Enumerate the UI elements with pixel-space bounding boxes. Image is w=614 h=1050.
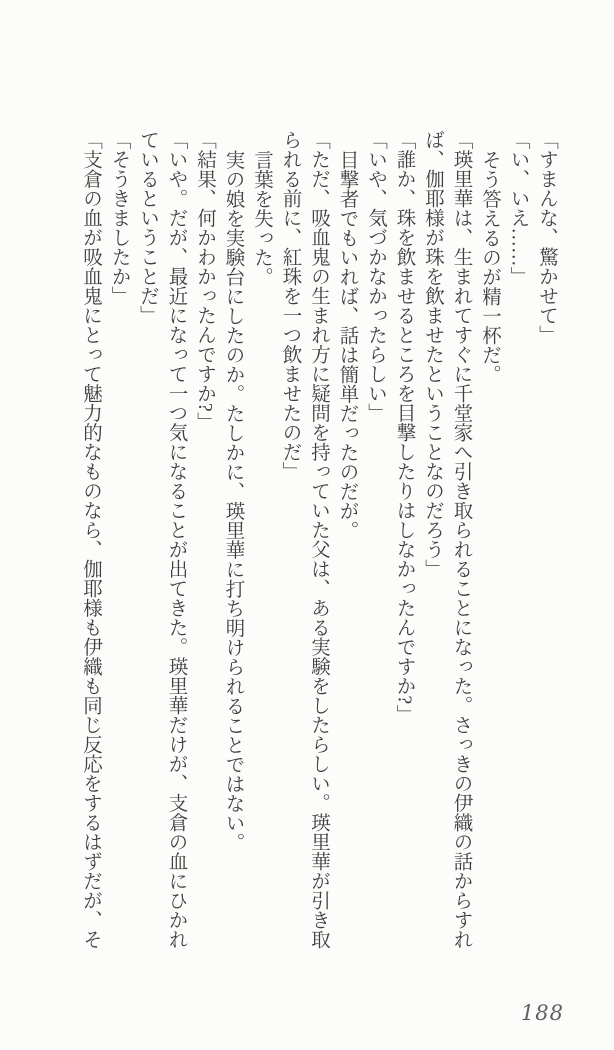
paragraph: 「い、いえ……」 [507, 130, 529, 286]
paragraph: 「いや、気づかなかったらしい」 [365, 130, 386, 423]
paragraph: 「瑛里華は、生まれてすぐに千堂家へ引き取られることになった。さっきの伊織の話からすれば、伽耶様が珠を飲ませたということなのだろう」 [422, 130, 472, 949]
paragraph: 「ただ、吸血鬼の生まれ方に疑問を持っていた父は、ある実験をしたらしい。瑛里華が引き取られる前に、紅珠を一つ飲ませたのだ」 [279, 130, 329, 949]
paragraph: 目撃者でもいれば、話は簡単だったのだが。 [336, 149, 358, 540]
body-text [76, 130, 561, 954]
paragraph: 「誰か、珠を飲ませるところを目撃したりはしなかったんですか?」 [393, 130, 415, 724]
paragraph: 「そうきましたか」 [108, 130, 130, 306]
page-number: 188 [520, 1001, 564, 1025]
paragraph: 「すまんな、驚かせて」 [536, 130, 557, 345]
paragraph: 「いや。だが、最近になって一つ気になることが出てきた。瑛里華だけが、支倉の血にひかれているということだ」 [137, 130, 187, 949]
paragraph: 「支倉の血が吸血鬼にとって魅力的なものなら、伽耶様も伊織も同じ反応をするはずだが、そ [80, 130, 101, 949]
paragraph: 「結果、何かわかったんですか?」 [194, 130, 215, 432]
paragraph: そう答えるのが精一杯だ。 [479, 149, 500, 384]
paragraph: 言葉を失った。 [251, 149, 272, 286]
paragraph: 実の娘を実験台にしたのか。たしかに、瑛里華に打ち明けられることではない。 [222, 149, 244, 852]
